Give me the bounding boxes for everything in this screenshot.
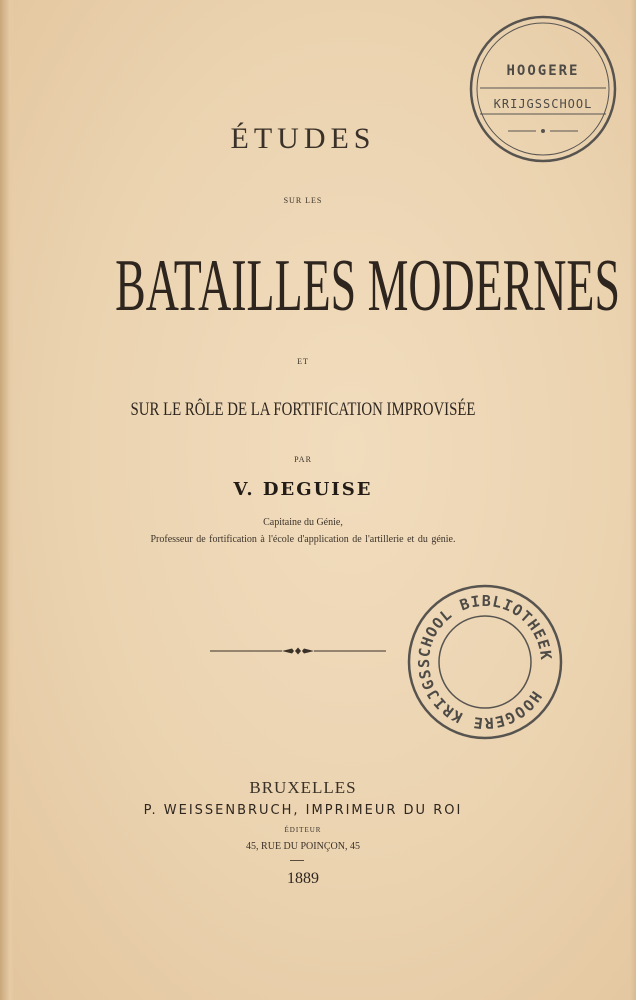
stamp-top-line2: KRIJGSSCHOOL	[493, 97, 593, 111]
publication-year: 1889	[287, 870, 319, 887]
par-line: PAR	[294, 455, 312, 464]
author-name: V. DEGUISE	[233, 479, 373, 500]
publisher-address: 45, RUE DU POINÇON, 45	[246, 841, 360, 852]
page-right-edge	[630, 0, 636, 1000]
svg-text:HOOGERE KRIJGSSCHOOL BIBLIOTHE	[405, 582, 565, 742]
publisher-city: BRUXELLES	[249, 778, 357, 797]
author-rank: Capitaine du Génie,	[263, 517, 343, 528]
stamp-bottom-arc-text: HOOGERE KRIJGSSCHOOL BIBLIOTHEEK	[414, 591, 556, 733]
subtitle: SUR LE RÔLE DE LA FORTIFICATION IMPROVISÉE	[130, 399, 476, 420]
et-line: ET	[297, 357, 309, 366]
library-stamp-bottom	[405, 582, 565, 742]
sur-les-line: SUR LES	[283, 196, 323, 205]
editeur-label: ÉDITEUR	[284, 826, 322, 834]
main-title: BATAILLES MODERNES	[115, 245, 620, 327]
printer-name: P. WEISSENBRUCH, IMPRIMEUR DU ROI	[143, 803, 463, 818]
title-etudes: ÉTUDES	[230, 122, 376, 155]
author-position: Professeur de fortification à l'école d'application de l'artillerie et du génie.	[150, 534, 456, 545]
library-stamp-top	[468, 14, 618, 164]
stamp-top-line1: HOOGERE	[506, 63, 580, 79]
address-rule	[290, 860, 304, 861]
ornament-rule	[210, 645, 386, 657]
